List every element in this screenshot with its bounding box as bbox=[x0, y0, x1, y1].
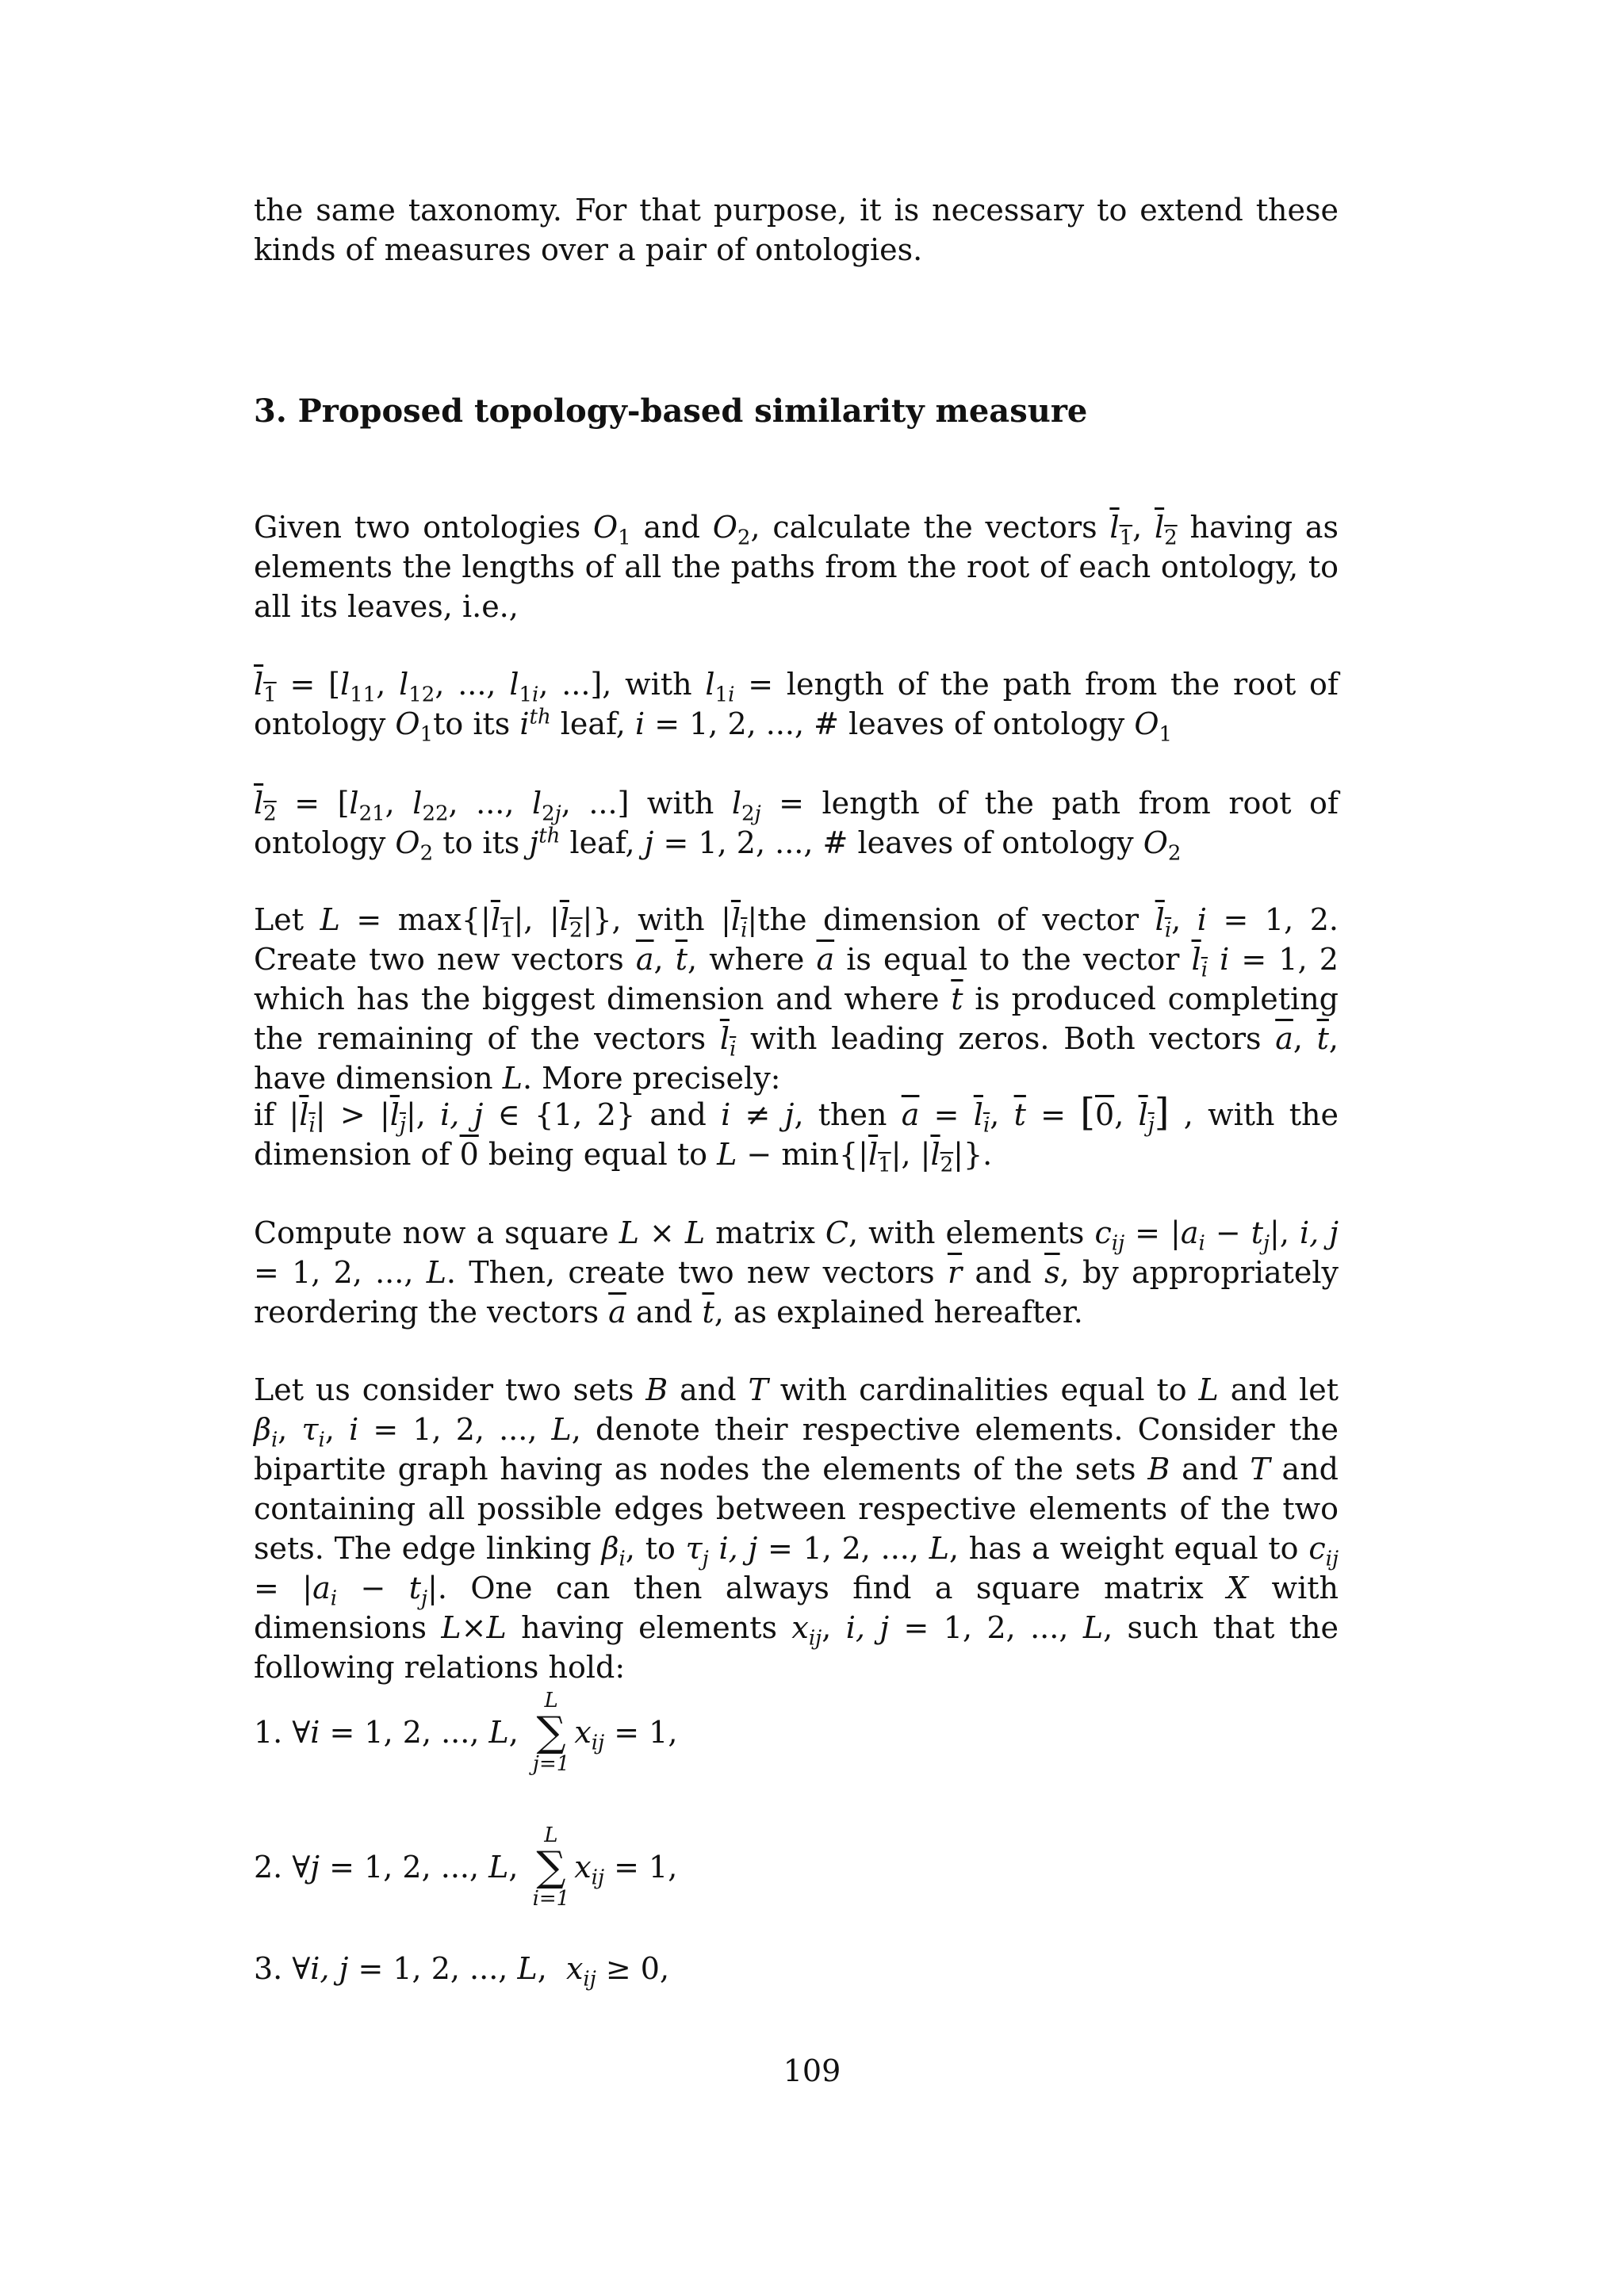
page-number: 109 bbox=[783, 2053, 841, 2088]
paragraph-5: if $|\overline{l}_{\overline{i}}| > |\overline{l}_{\overline{j}}|$, i, j ∈ {1, 2} and i ≠ j, then $\overline{a} = \overline{l}_{\overline{i}}$, $\overline{t} = [0$, $\overline{l}_{\overline{j}}$] , with the dimension of 0 being equal to $L - \min\{|\overline{l}_1|$, $|\overline{l}_2|$}. bbox=[254, 1090, 1339, 1177]
condition-3: 3. ∀i, j = 1, 2, ..., L, $x_{ij} \ge 0$, bbox=[254, 1951, 670, 1992]
paragraph-2: $\overline{l}_1 = [l_{11}$, $l_{12}$, ..., $l_{1i}$, ...], with $l_{1i}$ = length of the path from the root of ontology $O_1to$ its $i^{th}$ leaf, i = 1, 2, ..., # leaves of ontology $O_1$ bbox=[254, 667, 1339, 747]
paragraph-7: Let us consider two sets B and T with cardinalities equal to L and let $\beta_i$, $\tau_i$, i = 1, 2, ..., L, denote their respective elements. Consider the bipartite graph having as nodes the elements of the sets B and T and containing all possible edges between respective elements of the two sets. The edge linking $\beta_i$, to $\tau_j$ i, j = 1, 2, ..., L, has a weight equal to $c_{ij} = |a_i - t_j|$. One can then always find a square matrix X with dimensions L×L having elements $x_{ij}$, i, j = 1, 2, ..., L, such that the following relations hold: bbox=[254, 1372, 1339, 1685]
paragraph-4: Let $L = \max\{|\overline{l}_1|$, $|\overline{l}_2|$}, with $|\overline{l}_{\overline{i}}|the$ dimension of vector $\overline{l}_{\overline{i}}$, i = 1, 2. Create two new vectors $\overline{a}$, $\overline{t}$, where $\overline{a}$ is equal to the vector $\overline{l}_{\overline{i}}$ i = 1, 2 which has the biggest dimension and where $\overline{t}$ is produced completing the remaining of the vectors $\overline{l}_{\overline{i}}$ with leading zeros. Both vectors $\overline{a}$, $\overline{t}$, have dimension L. More precisely: bbox=[254, 902, 1339, 1096]
paragraph-6: Compute now a square L × L matrix C, with elements $c_{ij} = |a_i - t_j|$, i, j = 1, 2, ..., L. Then, create two new vectors $\overline{r}$ and $\overline{s}$, by appropriately reordering the vectors $\overline{a}$ and $\overline{t}$, as explained hereafter. bbox=[254, 1215, 1339, 1330]
paragraph-3: $\overline{l}_2 = [l_{21}$, $l_{22}$, ..., $l_{2j}$, ...] with $l_{2j}$ = length of the path from root of ontology $O_2$ to its $j^{th}$ leaf, j = 1, 2, ..., # leaves of ontology $O_2$ bbox=[254, 786, 1339, 866]
section-heading: 3. Proposed topology-based similarity measure bbox=[254, 392, 1088, 430]
paragraph-1: Given two ontologies $O_1$ and $O_2$, calculate the vectors $\overline{l}_1$, $\overline{l}_2$ having as elements the lengths of all the paths from the root of each ontology, to all its leaves, i.e., bbox=[254, 510, 1339, 624]
intro-paragraph: the same taxonomy. For that purpose, it is necessary to extend these kinds of measures over a pair of ontologies. bbox=[254, 193, 1339, 267]
condition-1: 1. ∀i = 1, 2, ..., L, L ∑ j=1 $x_{ij} = 1$, bbox=[254, 1689, 678, 1776]
condition-2: 2. ∀j = 1, 2, ..., L, L ∑ i=1 $x_{ij} = 1$, bbox=[254, 1823, 678, 1911]
